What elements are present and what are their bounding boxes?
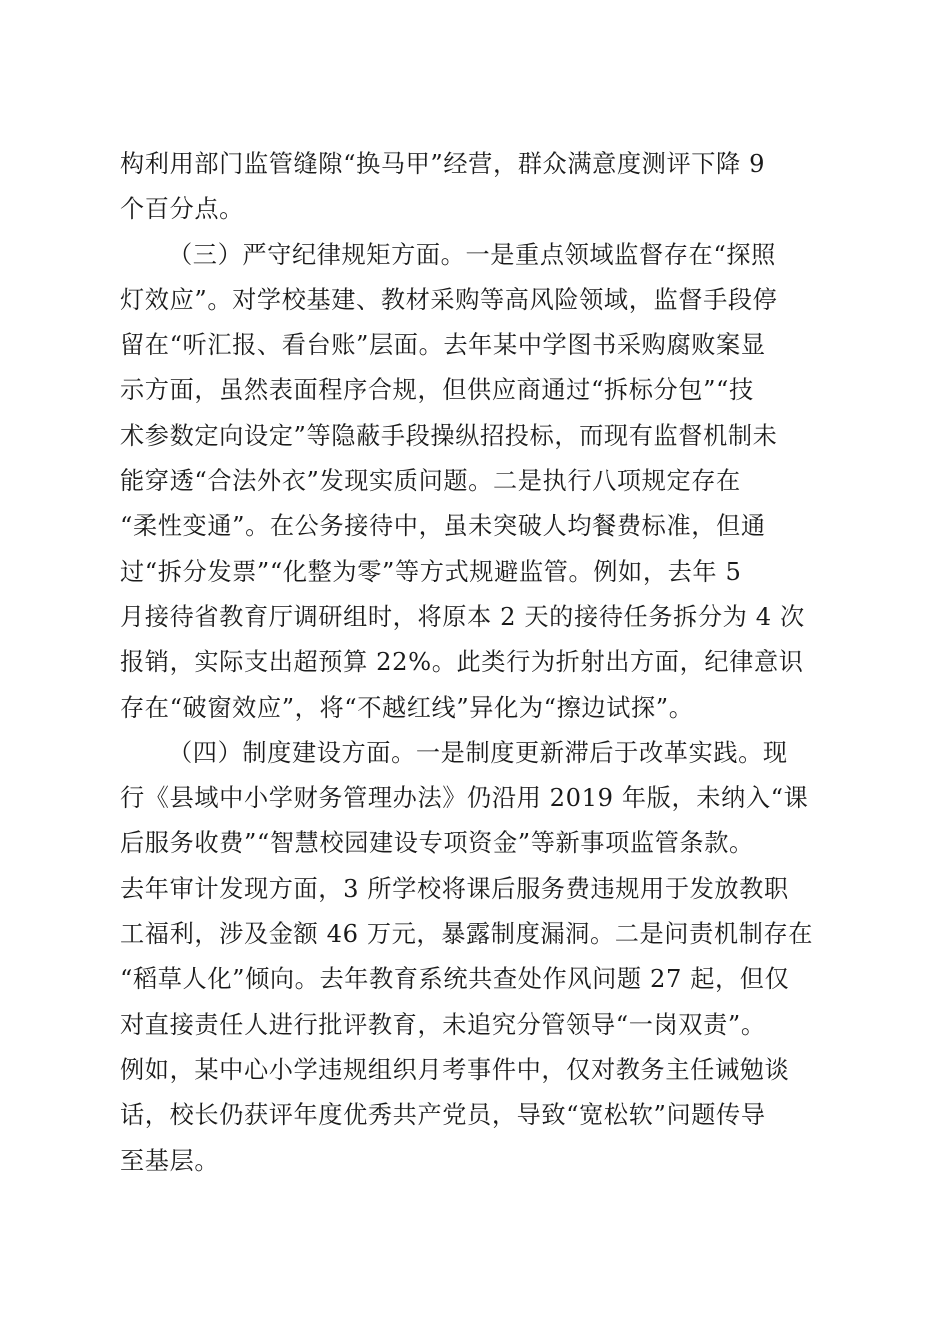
text-line: 行《县域中小学财务管理办法》仍沿用 2019 年版，未纳入“课	[120, 784, 809, 813]
text-line: “柔性变通”。在公务接待中，虽未突破人均餐费标准，但通	[120, 512, 766, 541]
text-line: 报销，实际支出超预算 22%。此类行为折射出方面，纪律意识	[120, 648, 804, 677]
text-line: 留在“听汇报、看台账”层面。去年某中学图书采购腐败案显	[120, 331, 766, 360]
text-line: 灯效应”。对学校基建、教材采购等高风险领域，监督手段停	[120, 285, 778, 314]
text-line: 个百分点。	[120, 195, 244, 224]
section-heading-line: （三）严守纪律规矩方面。一是重点领域监督存在“探照	[168, 240, 776, 269]
text-line: 后服务收费”“智慧校园建设专项资金”等新事项监管条款。	[120, 829, 754, 858]
text-line: 过“拆分发票”“化整为零”等方式规避监管。例如，去年 5	[120, 557, 742, 586]
text-line: “稻草人化”倾向。去年教育系统共查处作风问题 27 起，但仅	[120, 965, 790, 994]
text-line: 能穿透“合法外衣”发现实质问题。二是执行八项规定存在	[120, 467, 741, 496]
text-line: 至基层。	[120, 1146, 220, 1175]
text-line: 示方面，虽然表面程序合规，但供应商通过“拆标分包”“技	[120, 376, 754, 405]
text-line: 工福利，涉及金额 46 万元，暴露制度漏洞。二是问责机制存在	[120, 920, 814, 949]
text-line: 月接待省教育厅调研组时，将原本 2 天的接待任务拆分为 4 次	[120, 602, 805, 631]
document-body	[120, 142, 832, 1184]
text-line: 例如，某中心小学违规组织月考事件中，仅对教务主任诫勉谈	[120, 1055, 790, 1084]
text-line: 术参数定向设定”等隐蔽手段操纵招投标，而现有监督机制未	[120, 421, 778, 450]
section-heading-line: （四）制度建设方面。一是制度更新滞后于改革实践。现	[168, 738, 788, 767]
text-line: 去年审计发现方面，3 所学校将课后服务费违规用于发放教职	[120, 874, 789, 903]
text-line: 对直接责任人进行批评教育，未追究分管领导“一岗双责”。	[120, 1010, 766, 1039]
text-line: 话，校长仍获评年度优秀共产党员，导致“宽松软”问题传导	[120, 1101, 766, 1130]
text-line: 构利用部门监管缝隙“换马甲”经营，群众满意度测评下降 9	[120, 150, 766, 178]
text-line: 存在“破窗效应”，将“不越红线”异化为“擦边试探”。	[120, 693, 694, 722]
